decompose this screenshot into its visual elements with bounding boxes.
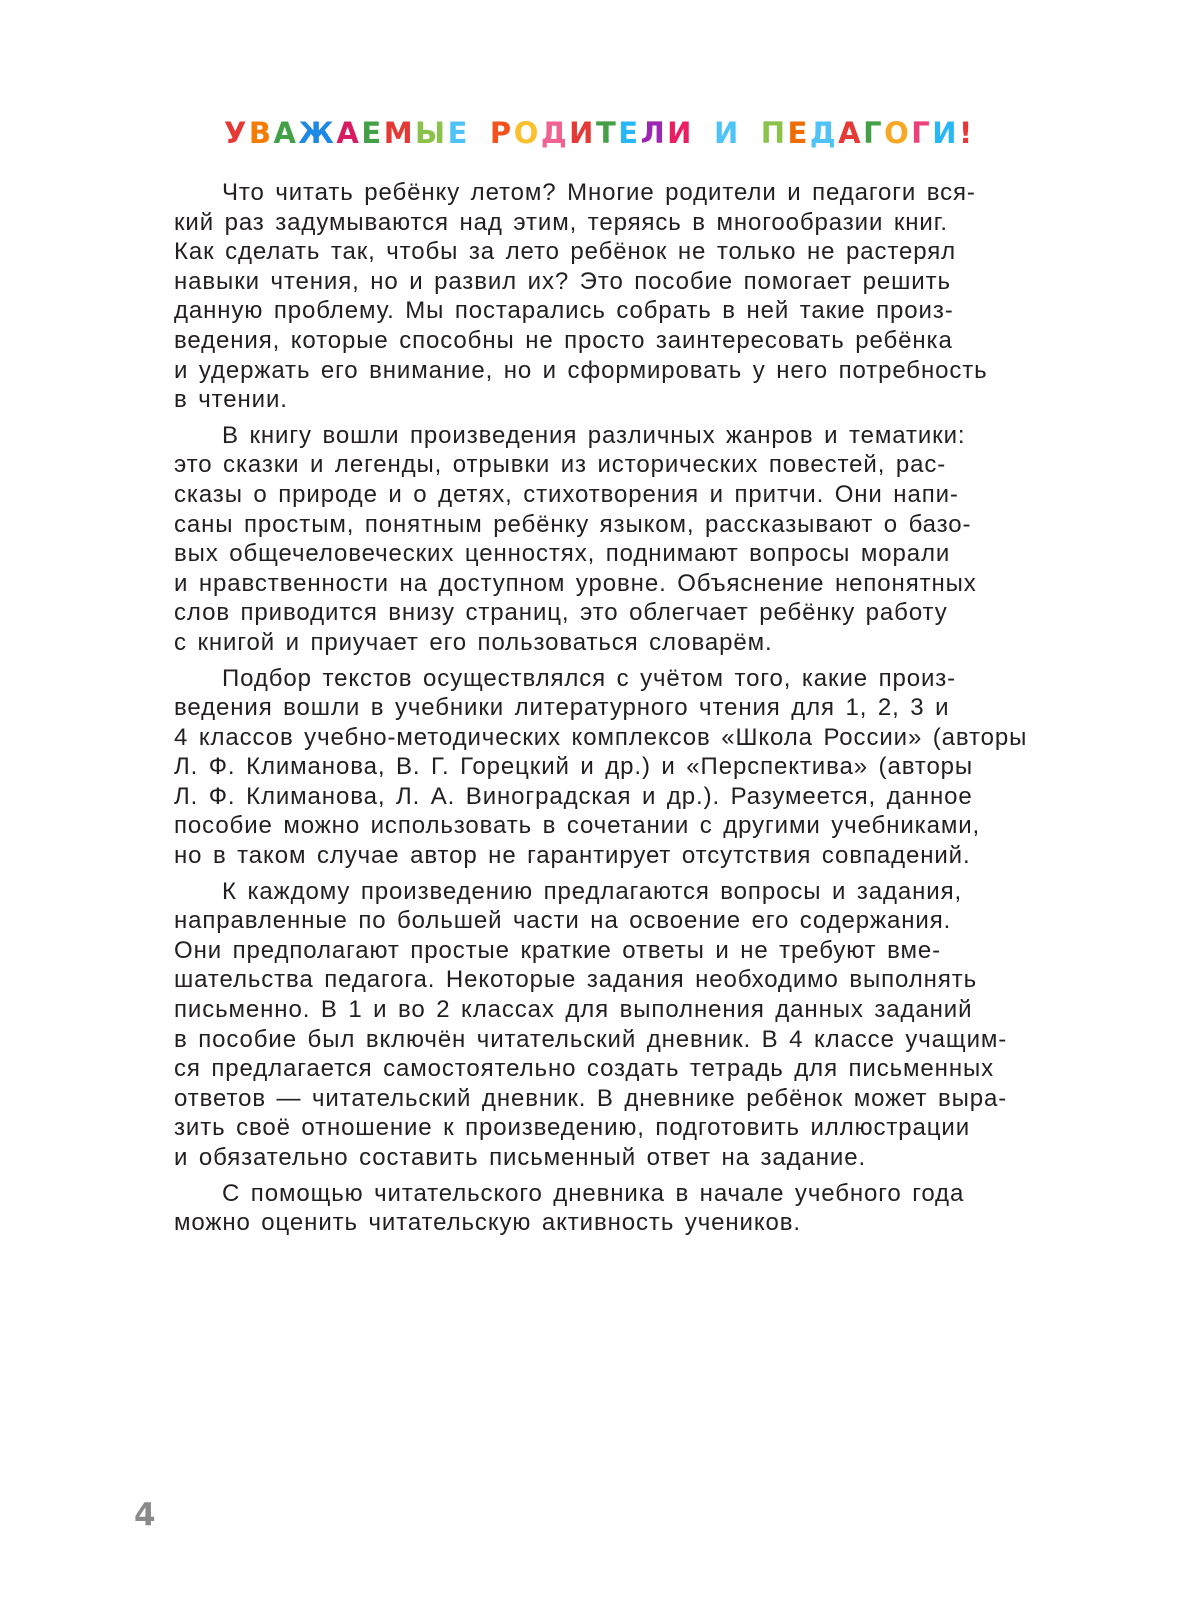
heading-letter: Е (361, 116, 384, 150)
heading-letter: А (838, 116, 864, 150)
paragraph-2: В книгу вошли произведения различных жанров и тематики: это сказки и легенды, отрывки из исторических повестей, рас- сказы о природе и о детях, стихотворения и притчи. Они напи- саны простым, понятным ребёнку языком, рассказывают о базо- вых общечеловеческих ценностях, поднимают вопросы морали и нравственности на доступном уровне. Объяснение непонятных слов приводится внизу страниц, это облегчает ребёнку работу с книгой и приучает его пользоваться словарём. (174, 421, 977, 656)
heading-letter: Д (540, 116, 570, 150)
heading-letter: И (713, 116, 741, 150)
heading-letter: И (667, 116, 694, 150)
heading-letter: О (513, 116, 541, 150)
heading-letter: Р (489, 116, 514, 150)
heading-letter: Д (809, 116, 839, 150)
heading-letter: Ы (415, 116, 448, 150)
heading-word (490, 116, 694, 150)
heading-word (714, 116, 741, 150)
paragraph-4: К каждому произведению предлагаются вопросы и задания, направленные по большей части на освоение его содержания. Они предполагают простые краткие ответы и не требуют вме- шательства педагога. Некоторые задания необходимо выполнять письменно. В 1 и во 2 классах для выполнения данных заданий в пособие был включён читательский дневник. В 4 классе учащим- ся предлагается самостоятельно создать тетрадь для письменных ответов — читательский дневник. В дневнике ребёнок может выра- зить своё отношение к произведению, подготовить иллюстрации и обязательно составить письменный ответ на задание. (174, 877, 1008, 1171)
page-heading (224, 115, 975, 151)
heading-letter: Е (447, 116, 470, 150)
paragraph-3: Подбор текстов осуществлялся с учётом того, какие произ- ведения вошли в учебники литературного чтения для 1, 2, 3 и 4 классов учебно-методических комплексов «Школа России» (авторы Л. Ф. Климанова, В. Г. Горецкий и др.) и «Перспектива» (авторы Л. Ф. Климанова, Л. А. Виноградская и др.). Разумеется, данное пособие можно использовать в сочетании с другими учебниками, но в таком случае автор не гарантирует отсутствия совпадений. (174, 664, 1028, 870)
heading-letter: Т (595, 116, 619, 150)
heading-letter: О (884, 116, 912, 150)
heading-letter: Ж (298, 116, 337, 150)
heading-word (761, 116, 975, 150)
heading-letter: А (336, 116, 362, 150)
heading-letter: И (932, 116, 959, 150)
heading-letter: ! (959, 116, 975, 150)
heading-letter: П (760, 116, 788, 150)
heading-letter: Л (640, 116, 668, 150)
heading-letter: Е (787, 116, 810, 150)
body-text (174, 178, 1086, 1244)
heading-letter: А (273, 116, 299, 150)
paragraph-5: С помощью читательского дневника в начале учебного года можно оценить читательскую активность учеников. (174, 1179, 965, 1237)
paragraph-1: Что читать ребёнку летом? Многие родители и педагоги вся- кий раз задумываются над этим, теряясь в многообразии книг. Как сделать так, чтобы за лето ребёнок не только не растерял навыки чтения, но и развил их? Это пособие помогает решить данную проблему. Мы постарались собрать в ней такие произ- ведения, которые способны не просто заинтересовать ребёнка и удержать его внимание, но и сформировать у него потребность в чтении. (174, 179, 988, 414)
heading-letter: Г (911, 116, 933, 150)
heading-letter: Е (618, 116, 641, 150)
heading-word (224, 116, 470, 150)
heading-letter: У (224, 116, 249, 150)
page-number: 4 (134, 1497, 156, 1533)
heading-letter: В (248, 116, 274, 150)
heading-letter: М (383, 116, 416, 150)
heading-letter: И (569, 116, 596, 150)
heading-letter: Г (863, 116, 885, 150)
